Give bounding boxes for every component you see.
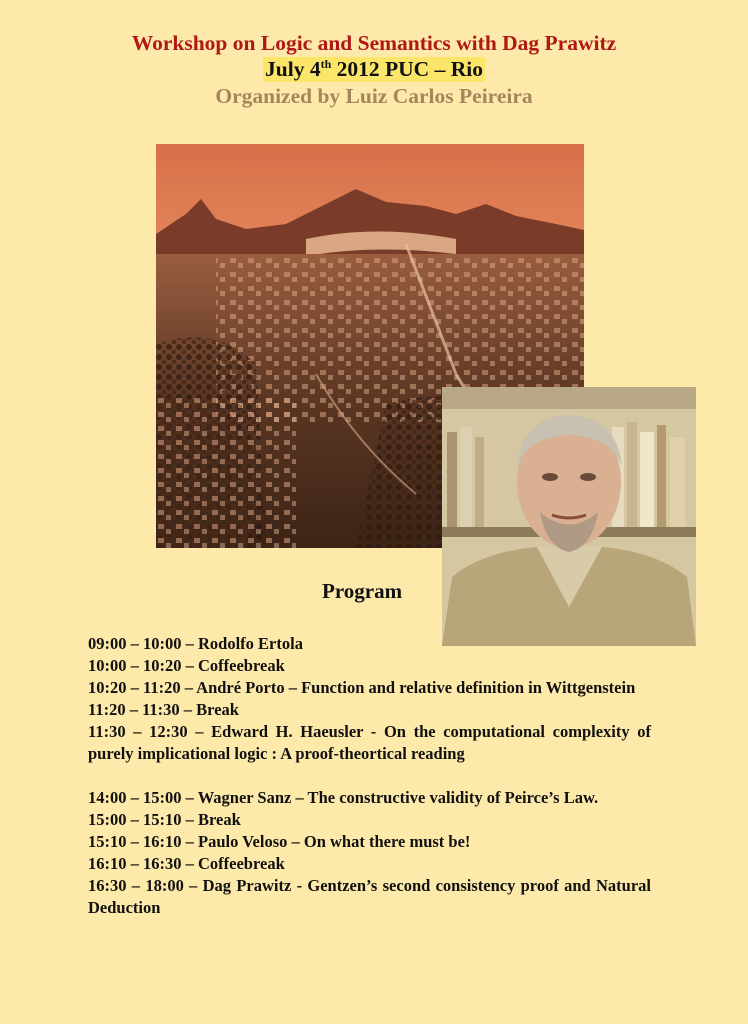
date-suffix: 2012 PUC – Rio <box>331 57 483 81</box>
portrait-illustration <box>442 387 696 646</box>
schedule-entry: 14:00 – 15:00 – Wagner Sanz – The constructive validity of Peirce’s Law. <box>88 788 599 807</box>
organizer-line: Organized by Luiz Carlos Peireira <box>215 84 533 108</box>
program-schedule <box>88 633 651 919</box>
speaker-portrait-photo <box>442 387 696 646</box>
schedule-entry: 11:30 – 12:30 – Edward H. Haeusler - On the computational complexity of purely implicational logic : A proof-theortical reading <box>88 722 651 763</box>
schedule-entry: 15:00 – 15:10 – Break <box>88 810 241 829</box>
schedule-entry: 10:20 – 11:20 – André Porto – Function and relative definition in Wittgenstein <box>88 678 636 697</box>
event-date-location <box>263 57 485 82</box>
schedule-entry: 15:10 – 16:10 – Paulo Veloso – On what there must be! <box>88 832 471 851</box>
schedule-entry: 16:10 – 16:30 – Coffeebreak <box>88 854 285 873</box>
schedule-entry: 16:30 – 18:00 – Dag Prawitz - Gentzen’s second consistency proof and Natural Deduction <box>88 876 651 917</box>
workshop-title: Workshop on Logic and Semantics with Dag Prawitz <box>131 31 617 55</box>
date-prefix: July 4 <box>265 57 321 81</box>
schedule-entry: 11:20 – 11:30 – Break <box>88 700 239 719</box>
program-heading: Program <box>322 579 403 603</box>
schedule-entry: 10:00 – 10:20 – Coffeebreak <box>88 656 285 675</box>
schedule-entry: 09:00 – 10:00 – Rodolfo Ertola <box>88 634 303 653</box>
date-ordinal: th <box>320 56 332 71</box>
poster-header <box>0 30 748 110</box>
